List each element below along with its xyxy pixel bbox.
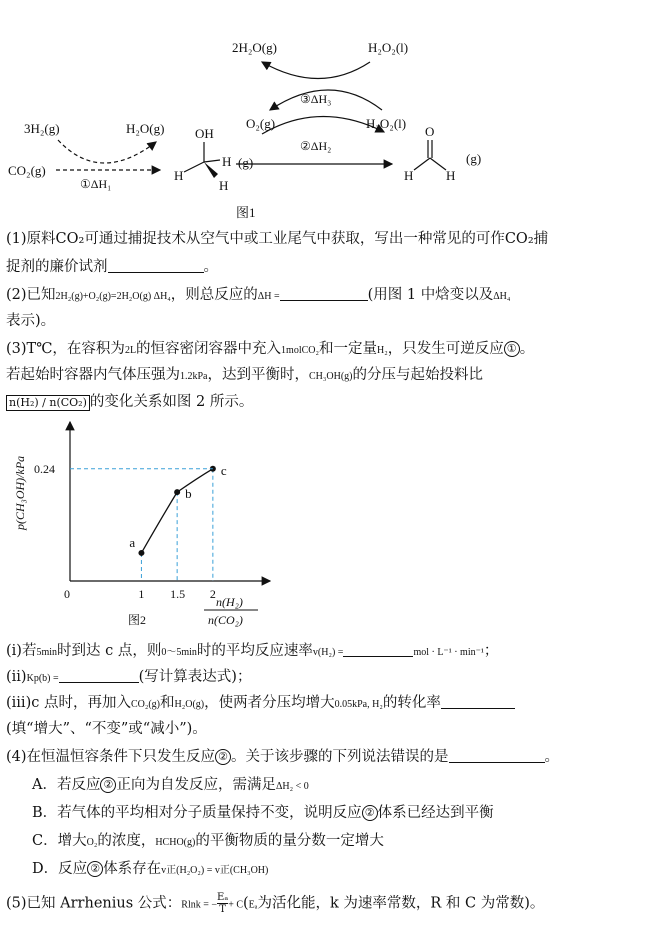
- q5-fraction: [217, 892, 228, 915]
- chart-curve: [141, 469, 212, 553]
- methanol-state: (g): [238, 155, 254, 170]
- q3i-time: 5min: [36, 647, 58, 658]
- q4-opt-c-5: 的平衡物质的量分数一定增大: [195, 833, 384, 849]
- methanol-oh: OH: [195, 126, 214, 141]
- q3i-line: [6, 640, 498, 664]
- q3i-text-a: (i)若: [6, 643, 37, 659]
- q3iii-line1: [6, 692, 515, 716]
- chart-x-tick-0: 1: [138, 587, 145, 601]
- q3-volume: 2L: [124, 345, 137, 356]
- chart-point-b: [174, 489, 180, 495]
- q4-opt-b-marker: ②: [362, 805, 378, 821]
- q5-fraction-den: T: [219, 904, 226, 915]
- chart-x-label-num: n(H₂): [216, 595, 243, 609]
- q3-text-a: (3)T℃，在容积为: [6, 341, 125, 357]
- q3-text-2c: ，达到平衡时，: [207, 367, 309, 383]
- q5-ea: Eₐ: [248, 899, 258, 911]
- q1-answer-blank[interactable]: [108, 258, 204, 273]
- q3i-text-c: 时到达 c 点，则: [57, 643, 162, 659]
- chart-x-tick-2: 2: [209, 587, 216, 601]
- q2-equation: 2H₂(g)+O₂(g)=2H₂O(g) ΔH₄: [55, 291, 171, 302]
- figure-1: [0, 0, 660, 222]
- q5-line: [6, 892, 544, 917]
- q2-line1: [6, 284, 510, 308]
- q4-text-d: 。: [544, 749, 560, 765]
- q4-option-d[interactable]: [32, 858, 268, 882]
- q3i-rate-label: v(H₂) =: [312, 647, 344, 658]
- q2-dh-label: ΔH =: [257, 291, 280, 302]
- chart-origin-label: 0: [64, 587, 70, 601]
- q4-opt-a-3: 正向为自发反应，需满足: [116, 777, 276, 793]
- q3-text-2e: 的分压与起始投料比: [352, 367, 483, 383]
- methanol-h-bottom: H: [219, 178, 229, 193]
- q3iii-answer-blank[interactable]: [441, 694, 515, 709]
- q3ii-text-c: (写计算表达式)；: [138, 669, 252, 685]
- q3-line1: [6, 338, 534, 362]
- q4-opt-b-3: 体系已经达到平衡: [377, 805, 494, 821]
- q3i-text-e: 时的平均反应速率: [196, 643, 313, 659]
- chart-point-a: [138, 550, 144, 556]
- q3i-answer-blank[interactable]: [343, 642, 413, 657]
- q3iii-h2o: H₂O(g): [174, 699, 205, 710]
- chart-x-tick-1: 1.5: [170, 587, 186, 601]
- q3ii-line: [6, 666, 251, 690]
- q3-text-3b: 的变化关系如图 2 所示。: [89, 394, 254, 410]
- q4-reaction-marker: ②: [215, 749, 231, 765]
- q5-text-a: (5)已知 Arrhenius 公式：: [6, 895, 182, 912]
- chart-point-label-a: a: [129, 534, 136, 550]
- fig1-h2o2-right: H₂O₂(l): [366, 116, 407, 131]
- q3ii-kp-label: Kp(b) =: [26, 673, 59, 684]
- q3-text-g: ，只发生可逆反应: [387, 341, 504, 357]
- fig1-h2-label: 3H₂(g): [24, 121, 60, 136]
- chart-y-tick-0: 0.24: [34, 461, 55, 476]
- fig1-arrow2-label: ②ΔH₂: [300, 139, 332, 153]
- q3-co2-amount: 1molCO₂: [281, 345, 319, 356]
- q2-text-c: ，则总反应的: [170, 287, 258, 303]
- q4-text-a: (4)在恒温恒容条件下只发生反应: [6, 749, 216, 765]
- formaldehyde-o: O: [425, 124, 435, 139]
- fig1-arc-arrow-top: [262, 62, 370, 79]
- fig1-caption: 图1: [236, 205, 256, 220]
- q3-line2: [6, 364, 483, 388]
- q3i-unit: mol · L⁻¹ · min⁻¹: [413, 647, 484, 658]
- q5-text-d: (: [243, 895, 249, 912]
- q2-text-a: (2)已知: [6, 287, 56, 303]
- q4-opt-c-4: HCHO(g): [155, 837, 196, 848]
- fig1-top-right: H₂O₂(l): [368, 40, 409, 55]
- q3iii-co2: CO₂(g): [130, 699, 161, 710]
- q2-answer-blank[interactable]: [280, 286, 368, 301]
- chart-caption: 图2: [128, 613, 147, 627]
- q1-line2: [6, 256, 218, 278]
- chart-y-label: p(CH₃OH)/kPa: [13, 455, 27, 530]
- methanol-h-left: H: [174, 168, 184, 183]
- fig1-h2o-label: H₂O(g): [126, 121, 165, 136]
- formaldehyde-state: (g): [466, 151, 482, 166]
- q3iii-pressure: 0.05kPa, H₂: [334, 699, 383, 710]
- fig1-dashed-arc: [58, 140, 156, 163]
- fig1-o2-label: O₂(g): [246, 116, 276, 131]
- q1-text: (1)原料CO₂可通过捕捉技术从空气中或工业尾气中获取，写出一种常见的可作CO₂捕: [6, 231, 549, 247]
- fig1-top-left: 2H₂O(g): [232, 40, 277, 55]
- chart-point-label-c: c: [220, 462, 227, 478]
- q3-text-c: 的恒容密闭容器中充入: [136, 341, 282, 357]
- q3-pressure: 1.2kPa: [180, 371, 208, 382]
- q2-dh4: ΔH₄: [493, 291, 511, 302]
- q4-option-a[interactable]: [32, 774, 309, 798]
- q4-opt-d-marker: ②: [87, 861, 103, 877]
- q3-reaction-marker: ①: [504, 341, 520, 357]
- q3-methanol: CH₃OH(g): [309, 371, 353, 382]
- q4-opt-d-3: 体系存在: [103, 861, 162, 877]
- q2-text-e: (用图 1 中焓变以及: [367, 287, 494, 303]
- fig1-co2-label: CO₂(g): [8, 163, 46, 178]
- q5-fraction-num: Eₐ: [217, 892, 229, 903]
- q1-line1: [6, 228, 548, 250]
- formaldehyde-h-right: H: [446, 168, 456, 183]
- q4-opt-d-4: v正(H₂O₂) = v正(CH₃OH): [161, 865, 269, 876]
- q3-text-i: 。: [519, 341, 535, 357]
- q3ii-text-a: (ii): [6, 669, 27, 685]
- q1-text-2: 捉剂的廉价试剂: [6, 259, 108, 275]
- chart-x-label-den: n(CO₂): [208, 613, 243, 627]
- chart-point-label-b: b: [185, 486, 192, 502]
- q3i-range: 0～5min: [161, 647, 197, 658]
- q3i-text-h: ；: [483, 643, 499, 659]
- q3ii-answer-blank[interactable]: [59, 668, 139, 683]
- figure-2-chart: [0, 412, 300, 634]
- q4-text-c: 。关于该步骤的下列说法错误的是: [231, 749, 449, 765]
- q3-text-e: 和一定量: [318, 341, 377, 357]
- q4-option-c[interactable]: [32, 830, 384, 854]
- q4-opt-c-3: 的浓度，: [97, 833, 156, 849]
- q3iii-text-a: (iii)c 点时，再加入: [6, 695, 131, 711]
- q3iii-text-h: (填“增大”、“不变”或“减小”)。: [6, 721, 207, 737]
- q5-formula-lhs: Rlnk = −: [181, 899, 218, 911]
- q4-option-b[interactable]: [32, 802, 494, 824]
- formaldehyde-h-left: H: [404, 168, 414, 183]
- q5-formula-c: + C: [228, 899, 243, 911]
- q2-line2: [6, 310, 55, 332]
- q4-opt-d-1: D．反应: [32, 861, 88, 877]
- fig1-arrow3-label: ③ΔH₃: [300, 92, 332, 106]
- q4-opt-a-4: ΔH₂ < 0: [275, 781, 309, 792]
- q4-opt-b-1: B．若气体的平均相对分子质量保持不变，说明反应: [32, 805, 362, 821]
- q3-text-2a: 若起始时容器内气体压强为: [6, 367, 180, 383]
- q4-line: [6, 746, 559, 768]
- methanol-h-right: H: [222, 154, 232, 169]
- q1-text-3: 。: [203, 259, 218, 275]
- q3-ratio: n(H₂) / n(CO₂): [6, 395, 90, 411]
- q5-text-f: 为活化能，k 为速率常数，R 和 C 为常数)。: [257, 895, 545, 912]
- q3iii-text-e: ，使两者分压均增大: [204, 695, 335, 711]
- q3-h2: H₂: [376, 345, 388, 356]
- q2-text-2: 表示)。: [6, 313, 56, 329]
- q4-opt-a-marker: ②: [100, 777, 116, 793]
- q4-opt-c-2: O₂: [86, 837, 98, 848]
- fig1-arrow1-label: ①ΔH₁: [80, 177, 112, 191]
- q3iii-text-g: 的转化率: [382, 695, 441, 711]
- q4-opt-a-1: A．若反应: [32, 777, 101, 793]
- q4-opt-c-1: C．增大: [32, 833, 87, 849]
- q4-answer-blank[interactable]: [449, 748, 545, 763]
- q3iii-text-c: 和: [160, 695, 175, 711]
- q3iii-line2: [6, 718, 207, 740]
- q3-line3: [6, 391, 253, 413]
